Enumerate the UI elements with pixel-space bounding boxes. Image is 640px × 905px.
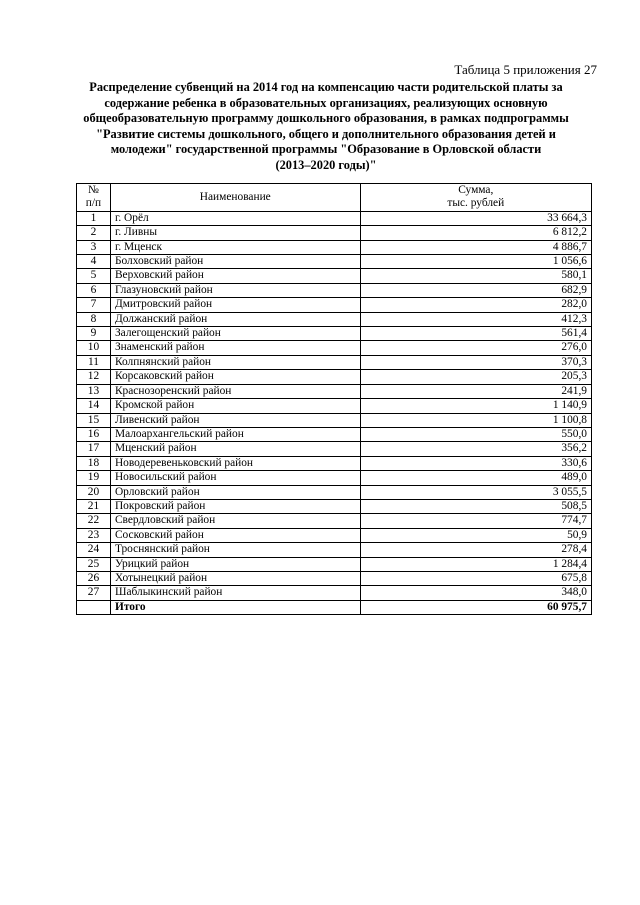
row-name: Урицкий район xyxy=(110,557,360,571)
row-sum: 3 055,5 xyxy=(360,485,591,499)
row-name: Глазуновский район xyxy=(110,283,360,297)
table-row xyxy=(77,571,592,585)
table-row xyxy=(77,312,592,326)
table-row xyxy=(77,528,592,542)
row-name: Болховский район xyxy=(110,255,360,269)
row-name: Новосильский район xyxy=(110,471,360,485)
table-row xyxy=(77,485,592,499)
row-number: 15 xyxy=(77,413,111,427)
document-title xyxy=(60,80,592,174)
table-row xyxy=(77,442,592,456)
row-sum: 278,4 xyxy=(360,543,591,557)
table-row xyxy=(77,557,592,571)
table-row xyxy=(77,370,592,384)
row-name: Дмитровский район xyxy=(110,298,360,312)
header-number-line2: п/п xyxy=(85,197,102,210)
header-sum-line2: тыс. рублей xyxy=(447,197,505,210)
row-number: 24 xyxy=(77,543,111,557)
row-name: Ливенский район xyxy=(110,413,360,427)
row-name: г. Мценск xyxy=(110,240,360,254)
row-name: Свердловский район xyxy=(110,514,360,528)
row-name: Шаблыкинский район xyxy=(110,586,360,600)
row-name: Колпнянский район xyxy=(110,355,360,369)
row-sum: 412,3 xyxy=(360,312,591,326)
row-number: 19 xyxy=(77,471,111,485)
row-number: 13 xyxy=(77,384,111,398)
row-number: 25 xyxy=(77,557,111,571)
row-name: Залегощенский район xyxy=(110,327,360,341)
row-sum: 1 284,4 xyxy=(360,557,591,571)
row-name: Должанский район xyxy=(110,312,360,326)
table-row xyxy=(77,399,592,413)
row-number: 1 xyxy=(77,211,111,225)
row-sum: 348,0 xyxy=(360,586,591,600)
row-number: 21 xyxy=(77,499,111,513)
table-row xyxy=(77,427,592,441)
row-name: Малоархангельский район xyxy=(110,427,360,441)
table-row xyxy=(77,471,592,485)
row-number: 16 xyxy=(77,427,111,441)
header-sum xyxy=(360,184,591,212)
row-sum: 50,9 xyxy=(360,528,591,542)
row-number: 9 xyxy=(77,327,111,341)
table-header-row xyxy=(77,184,592,212)
row-sum: 276,0 xyxy=(360,341,591,355)
row-sum: 6 812,2 xyxy=(360,226,591,240)
row-name: Знаменский район xyxy=(110,341,360,355)
table-row xyxy=(77,499,592,513)
row-sum: 508,5 xyxy=(360,499,591,513)
row-sum: 1 100,8 xyxy=(360,413,591,427)
table-row xyxy=(77,255,592,269)
table-row xyxy=(77,327,592,341)
table-row xyxy=(77,240,592,254)
row-name: Кромской район xyxy=(110,399,360,413)
row-number: 20 xyxy=(77,485,111,499)
title-line: "Развитие системы дошкольного, общего и дополнительного образования детей и xyxy=(96,126,556,141)
row-number: 11 xyxy=(77,355,111,369)
row-sum: 241,9 xyxy=(360,384,591,398)
table-row xyxy=(77,384,592,398)
title-line: содержание ребенка в образовательных организациях, реализующих основную xyxy=(104,95,548,110)
row-sum: 1 140,9 xyxy=(360,399,591,413)
table-row xyxy=(77,413,592,427)
table-row xyxy=(77,456,592,470)
table-row xyxy=(77,355,592,369)
total-sum: 60 975,7 xyxy=(360,600,591,614)
row-name: Верховский район xyxy=(110,269,360,283)
header-name: Наименование xyxy=(110,184,360,212)
row-number: 6 xyxy=(77,283,111,297)
header-number-line1: № xyxy=(88,184,99,196)
row-name: Троснянский район xyxy=(110,543,360,557)
row-sum: 1 056,6 xyxy=(360,255,591,269)
row-sum: 370,3 xyxy=(360,355,591,369)
title-line: (2013–2020 годы)" xyxy=(275,157,377,172)
row-number: 23 xyxy=(77,528,111,542)
header-sum-line1: Сумма, xyxy=(458,184,494,196)
table-row xyxy=(77,514,592,528)
row-number: 17 xyxy=(77,442,111,456)
appendix-label: Таблица 5 приложения 27 xyxy=(454,62,597,77)
subsidy-table xyxy=(76,183,592,615)
table-row xyxy=(77,298,592,312)
row-number: 26 xyxy=(77,571,111,585)
row-number: 7 xyxy=(77,298,111,312)
row-name: Краснозоренский район xyxy=(110,384,360,398)
row-number: 18 xyxy=(77,456,111,470)
table-row xyxy=(77,283,592,297)
row-sum: 550,0 xyxy=(360,427,591,441)
table-row xyxy=(77,226,592,240)
row-number: 8 xyxy=(77,312,111,326)
row-sum: 774,7 xyxy=(360,514,591,528)
row-sum: 205,3 xyxy=(360,370,591,384)
table-row xyxy=(77,211,592,225)
row-number: 12 xyxy=(77,370,111,384)
row-number: 2 xyxy=(77,226,111,240)
row-name: Новодеревеньковский район xyxy=(110,456,360,470)
row-sum: 682,9 xyxy=(360,283,591,297)
row-number: 14 xyxy=(77,399,111,413)
title-line: молодежи" государственной программы "Образование в Орловской области xyxy=(110,142,542,157)
row-name: Сосковский район xyxy=(110,528,360,542)
row-sum: 330,6 xyxy=(360,456,591,470)
row-number: 5 xyxy=(77,269,111,283)
row-name: Корсаковский район xyxy=(110,370,360,384)
row-name: Хотынецкий район xyxy=(110,571,360,585)
table-row xyxy=(77,586,592,600)
table-row xyxy=(77,543,592,557)
row-sum: 489,0 xyxy=(360,471,591,485)
title-line: Распределение субвенций на 2014 год на компенсацию части родительской платы за xyxy=(89,80,563,94)
row-number: 4 xyxy=(77,255,111,269)
table-body xyxy=(77,211,592,614)
table-row xyxy=(77,341,592,355)
row-sum: 33 664,3 xyxy=(360,211,591,225)
row-name: Орловский район xyxy=(110,485,360,499)
row-number: 22 xyxy=(77,514,111,528)
row-number: 10 xyxy=(77,341,111,355)
row-sum: 580,1 xyxy=(360,269,591,283)
header-number xyxy=(77,184,111,212)
row-sum: 561,4 xyxy=(360,327,591,341)
title-line: общеобразовательную программу дошкольного образования, в рамках подпрограммы xyxy=(83,111,569,126)
row-name: г. Орёл xyxy=(110,211,360,225)
total-row xyxy=(77,600,592,614)
row-sum: 356,2 xyxy=(360,442,591,456)
row-number: 27 xyxy=(77,586,111,600)
row-number: 3 xyxy=(77,240,111,254)
row-sum: 282,0 xyxy=(360,298,591,312)
row-name: г. Ливны xyxy=(110,226,360,240)
row-name: Покровский район xyxy=(110,499,360,513)
total-number-cell xyxy=(77,600,111,614)
table-row xyxy=(77,269,592,283)
total-label: Итого xyxy=(110,600,360,614)
row-name: Мценский район xyxy=(110,442,360,456)
row-sum: 675,8 xyxy=(360,571,591,585)
row-sum: 4 886,7 xyxy=(360,240,591,254)
